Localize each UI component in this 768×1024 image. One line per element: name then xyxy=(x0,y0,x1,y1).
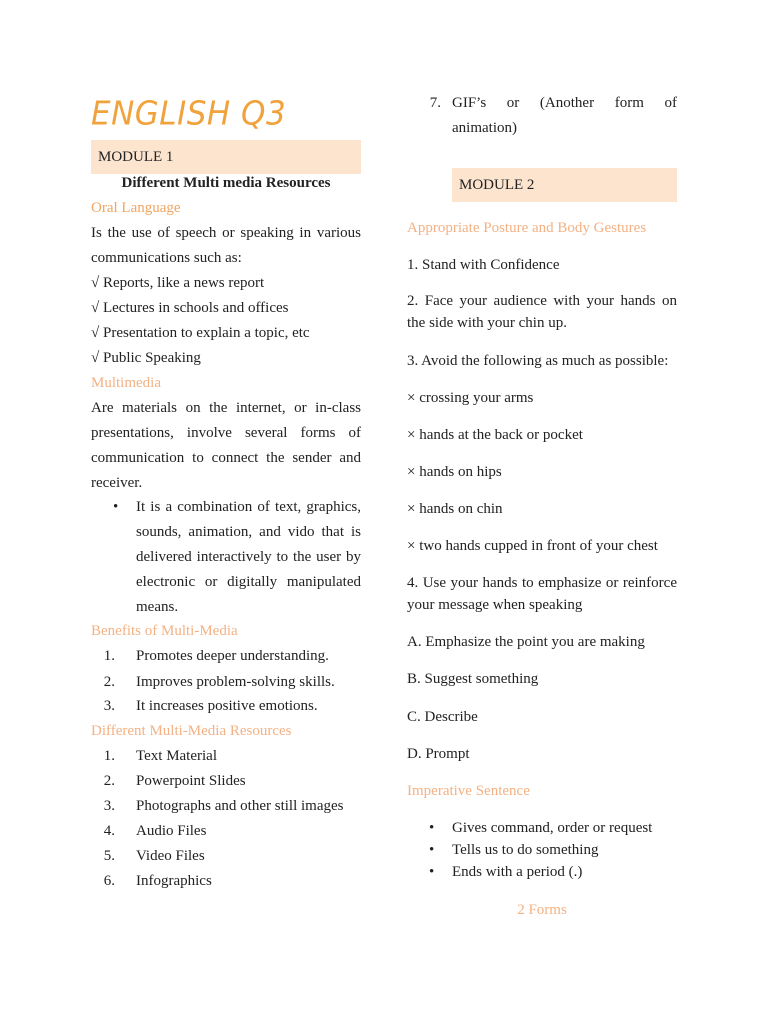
list-item-text: Infographics xyxy=(136,873,212,889)
imperative-label: Imperative Sentence xyxy=(407,783,530,799)
list-item-number: 7. xyxy=(429,95,441,111)
check-item: √ Presentation to explain a topic, etc xyxy=(91,325,310,341)
check-item: √ Public Speaking xyxy=(91,350,201,366)
module-1-heading: Different Multi media Resources xyxy=(121,175,331,191)
list-item-text: Audio Files xyxy=(136,823,207,839)
posture-line: × two hands cupped in front of your chest xyxy=(407,538,658,554)
posture-line: 1. Stand with Confidence xyxy=(407,257,560,273)
oral-language-text: Is the use of speech or speaking in various communications such as: xyxy=(91,225,361,266)
check-item: √ Reports, like a news report xyxy=(91,275,265,291)
posture-line: 4. Use your hands to emphasize or reinforce your message when speaking xyxy=(407,575,677,613)
list-item-text: Text Material xyxy=(136,748,217,764)
bullet-icon: • xyxy=(429,864,435,880)
posture-line: × hands on hips xyxy=(407,464,502,480)
module-2-box xyxy=(452,168,677,202)
benefits-label: Benefits of Multi-Media xyxy=(91,623,238,639)
posture-line: A. Emphasize the point you are making xyxy=(407,634,645,650)
multimedia-bullet-text: It is a combination of text, graphics, sounds, animation, and vido that is delivered interactively to the user by electronic or digitally manipulated means. xyxy=(136,499,361,615)
module-2-label: MODULE 2 xyxy=(459,177,535,193)
posture-line: 2. Face your audience with your hands on the side with your chin up. xyxy=(407,293,677,331)
multimedia-text: Are materials on the internet, or in-class presentations, involve several forms of communication to connect the sender and receiver. xyxy=(91,400,361,491)
list-item-text: Improves problem-solving skills. xyxy=(136,674,335,690)
posture-line: C. Describe xyxy=(407,709,478,725)
posture-line: B. Suggest something xyxy=(407,671,539,687)
document-title: ENGLISH Q3 xyxy=(91,95,287,133)
list-item-text: GIF’s or (Another form of animation) xyxy=(452,95,677,136)
posture-line: D. Prompt xyxy=(407,746,470,762)
module-1-box xyxy=(91,140,361,174)
resources-label: Different Multi-Media Resources xyxy=(91,723,292,739)
posture-line: × hands at the back or pocket xyxy=(407,427,583,443)
posture-label: Appropriate Posture and Body Gestures xyxy=(407,220,647,236)
posture-line: × hands on chin xyxy=(407,501,503,517)
list-item-text: Powerpoint Slides xyxy=(136,773,246,789)
list-item-text: Gives command, order or request xyxy=(452,820,653,836)
module-1-label: MODULE 1 xyxy=(98,149,174,165)
list-item-text: Tells us to do something xyxy=(452,842,599,858)
posture-line: × crossing your arms xyxy=(407,390,534,406)
list-item-text: Ends with a period (.) xyxy=(452,864,583,880)
list-item-text: Video Files xyxy=(136,848,205,864)
multimedia-label: Multimedia xyxy=(91,375,161,391)
oral-language-label: Oral Language xyxy=(91,200,181,216)
list-item-text: Photographs and other still images xyxy=(136,798,344,814)
forms-label: 2 Forms xyxy=(517,902,567,918)
bullet-icon: • xyxy=(429,842,435,858)
list-item-text: It increases positive emotions. xyxy=(136,698,318,714)
bullet-icon: • xyxy=(429,820,435,836)
check-item: √ Lectures in schools and offices xyxy=(91,300,289,316)
posture-line: 3. Avoid the following as much as possible: xyxy=(407,353,669,369)
list-item-text: Promotes deeper understanding. xyxy=(136,648,329,664)
bullet-icon: • xyxy=(113,499,119,515)
